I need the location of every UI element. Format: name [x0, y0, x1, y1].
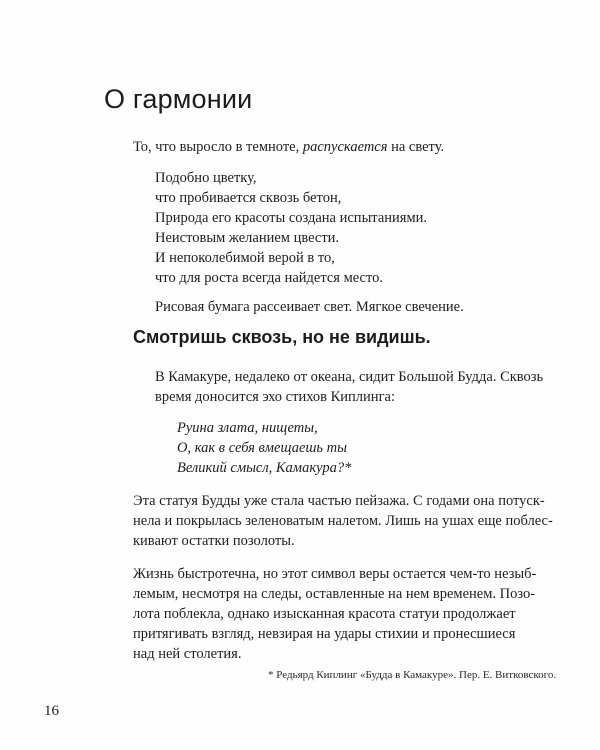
- intro-after: на свету.: [387, 139, 445, 155]
- page-number: 16: [44, 703, 59, 719]
- quote-line: О, как в себя вмещаешь ты: [177, 440, 347, 456]
- intro-before: То, что выросло в темноте,: [133, 139, 303, 155]
- poem-line: Неистовым желанием цвести.: [155, 230, 340, 246]
- intro-emphasis: распускается: [302, 139, 388, 155]
- poem-line: И непоколебимой верой в то,: [155, 250, 335, 266]
- quote-line: Руина злата, нищеты,: [177, 420, 318, 436]
- paragraph-line: притягивать взгляд, невзирая на удары стихии и пронесшиеся: [133, 626, 516, 642]
- paragraph-line: лота поблекла, однако изысканная красота статуи продолжает: [133, 606, 516, 622]
- poem-line: Природа его красоты создана испытаниями.: [155, 210, 428, 226]
- paragraph-line: лемым, несмотря на следы, оставленные на нем временем. Позо-: [133, 586, 536, 602]
- paragraph-line: Жизнь быстротечна, но этот символ веры остается чем-то незыб-: [133, 566, 537, 582]
- poem-line: что пробивается сквозь бетон,: [155, 190, 342, 206]
- intro-line: [133, 137, 444, 157]
- kamakura-line: время доносится эхо стихов Киплинга:: [155, 389, 395, 405]
- paragraph-line: над ней столетия.: [133, 646, 242, 662]
- subheading: Смотришь сквозь, но не видишь.: [133, 327, 431, 347]
- paragraph-line: нела и покрылась зеленоватым налетом. Лишь на ушах еще поблес-: [133, 513, 553, 529]
- rice-paper-line: Рисовая бумага рассеивает свет. Мягкое свечение.: [155, 299, 464, 315]
- kamakura-line: В Камакуре, недалеко от океана, сидит Большой Будда. Сквозь: [155, 369, 544, 385]
- page-title: О гармонии: [104, 84, 253, 114]
- poem-line: Подобно цветку,: [155, 170, 257, 186]
- poem-line: что для роста всегда найдется место.: [155, 270, 384, 286]
- paragraph-line: Эта статуя Будды уже стала частью пейзажа. С годами она потуск-: [133, 493, 545, 509]
- footnote: * Редьярд Киплинг «Будда в Камакуре». Пер. Е. Витковского.: [268, 669, 557, 681]
- quote-line: Великий смысл, Камакура?*: [177, 460, 352, 476]
- paragraph-line: кивают остатки позолоты.: [133, 533, 295, 549]
